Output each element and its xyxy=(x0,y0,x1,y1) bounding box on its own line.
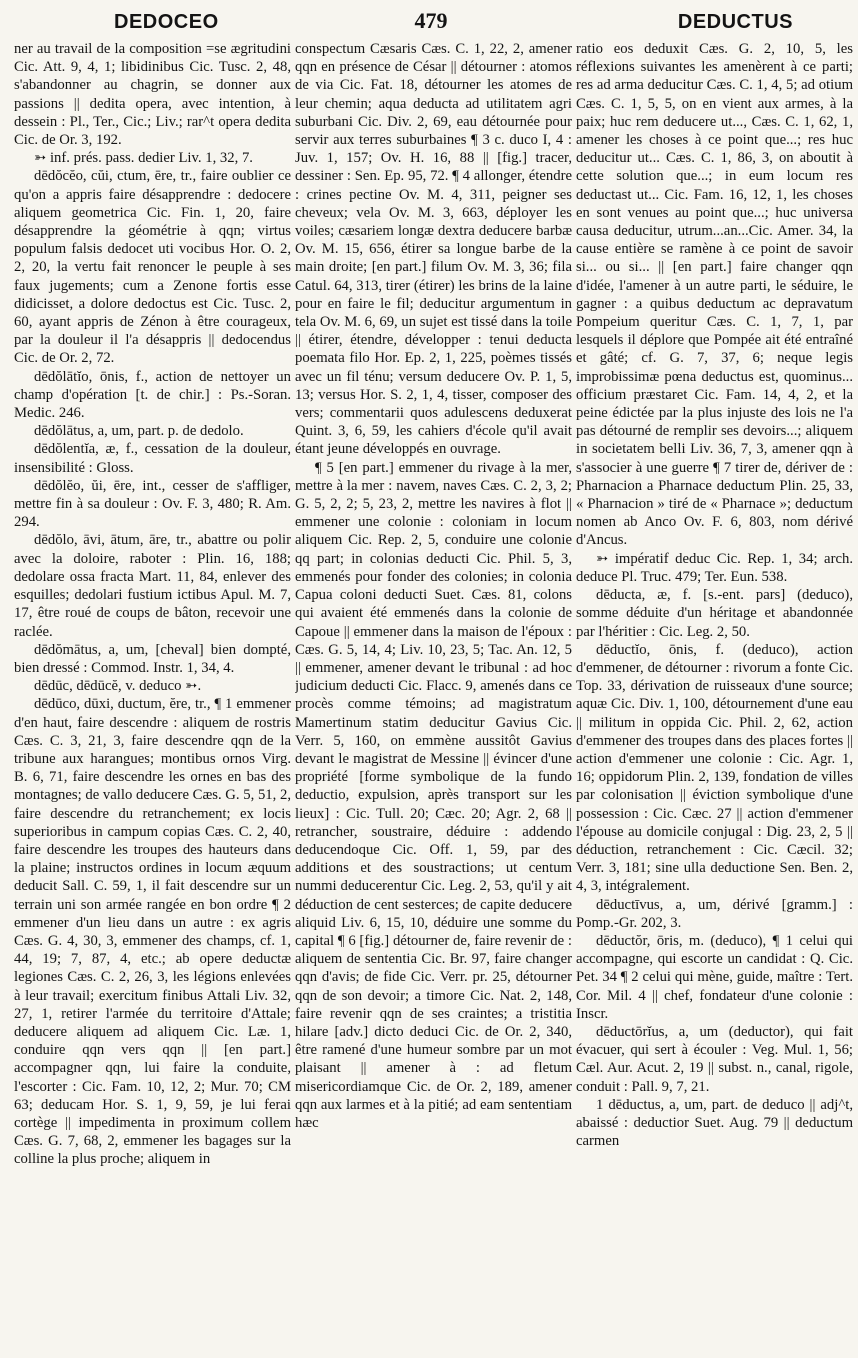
entry-dedolatio: dēdŏlātĭo, ōnis, f., action de nettoyer un champ d'opération [t. de chir.] : Ps.-Soran. Medic. 246. xyxy=(14,368,291,422)
guide-word-right: DEDUCTUS xyxy=(677,11,793,33)
page-number: 479 xyxy=(414,8,448,33)
entry-deduco-sense-5: ¶ 5 [en part.] emmener du rivage à la mer, mettre à la mer : navem, naves Cæs. C. 2, 3, 2; G. 5, 2, 2; 5, 23, 2, mettre les navires à flot || emmener une colonie : coloniam in locum aliquem Cic. Rep. 2, 5, conduire une colonie qq part; in colonias deducti Cic. Phil. 5, 3, emmenés pour fonder des colonies; in colonia Capua coloni deducti Suet. Cæs. 81, colons qui avaient été emmenés dans la colonie de Capoue || emmener dans la maison de l'époux : Cæs. G. 5, 14, 4; Liv. 10, 23, 5; Tac. An. 12, 5 || emmener, amener devant le tribunal : ad hoc judicium deducti Cic. Flacc. 9, amenés dans ce procès comme témoins; ad magistratum Mamertinum statim deducitur Gavius Cic. Verr. 5, 160, on emmène aussitôt Gavius devant le magistrat de Messine || évincer d'une propriété [forme symbolique de la fundo deductio, expulsion, après transport sur les lieux] : Cic. Tull. 20; Cæc. 20; Agr. 2, 68 || retrancher, soustraire, déduire : addendo deducendoque Cic. Off. 1, 59, par des additions et des soustractions; ut centum nummi deducerentur Cic. Leg. 2, 53, qu'il y ait déduction de cent sesterces; de capite deducere aliquid Liv. 6, 15, 10, déduire une somme du capital ¶ 6 [fig.] détourner de, faire revenir de : aliquem de sententia Cic. Br. 97, faire changer qqn d'avis; de fide Cic. Verr. pr. 25, détourner qqn de son devoir; a timore Cic. Nat. 2, 148, faire revenir qqn de ses craintes; a tristitia hilare [adv.] dicto deduci Cic. de Or. 2, 340, être ramené d'une humeur sombre par un mot plaisant || amener à : ad fletum misericordiamque Cic. de Or. 2, 189, amener qqn aux larmes et à la pitié; ad eam sententiam hæc xyxy=(295,459,572,1131)
entry-deductio: dēductĭo, ōnis, f. (deduco), action d'emmener, de détourner : rivorum a fonte Cic. Top. 33, dérivation de ruisseaux d'une source; aquæ Cic. Div. 1, 100, détournement d'une eau || militum in oppida Cic. Phil. 2, 62, action d'emmener des troupes dans des places fortes || action d'emmener une colonie : Cic. Agr. 1, 16; oppidorum Plin. 2, 139, fondation de villes par colonisation || éviction symbolique d'une possession : Cic. Cæc. 27 || action d'emmener l'épouse au domicile conjugal : Dig. 23, 2, 5 || déduction, retranchement : Cic. Cæcil. 32; Verr. 3, 181; sine ulla deductione Sen. Ben. 2, 4, 3, intégralement. xyxy=(576,641,853,895)
entry-deductor: dēductŏr, ōris, m. (deduco), ¶ 1 celui qui accompagne, qui escorte un candidat : Q. Cic. Pet. 34 ¶ 2 celui qui mène, guide, maître : Tert. Cor. Mil. 4 || chef, fondateur d'une colonie : Inscr. xyxy=(576,932,853,1022)
entry-dedomatus: dēdŏmātus, a, um, [cheval] bien dompté, bien dressé : Commod. Instr. 1, 34, 4. xyxy=(14,641,291,676)
text-columns xyxy=(14,40,853,1358)
entry-note: ➳ impératif deduc Cic. Rep. 1, 34; arch. deduce Pl. Truc. 479; Ter. Eun. 538. xyxy=(576,550,853,585)
entry-deductus: 1 dēductus, a, um, part. de deduco || adj^t, abaissé : deductior Suet. Aug. 79 || deductum carmen xyxy=(576,1096,853,1150)
guide-word-left: DEDOCEO xyxy=(114,11,219,33)
entry-continuation: ratio eos deduxit Cæs. G. 2, 10, 5, les réflexions suivantes les amenèrent à ce parti; res ad arma deducitur Cæs. C. 1, 4, 5; ad otium Cæs. C. 1, 5, 5, on en vient aux armes, à la paix; huc rem deducere ut..., Cæs. C. 1, 62, 1, amener les choses à ce point que...; res huc deducitur ut... Cæs. C. 1, 86, 3, on aboutit à cette solution que...; in eum locum res deductast ut... Cic. Fam. 16, 12, 1, les choses en sont venues au point que...; huc universa causa deducitur, utrum...an...Cic. Amer. 34, la cause entière se ramène à ce point de savoir si... ou si... || [en part.] faire changer qqn d'idée, l'amener à un autre parti, le séduire, le gagner : a quibus deductum ac depravatum Pompeium queritur Cæs. C. 1, 7, 1, par lesquels il déplore que Pompée ait été entraîné et gâté; cf. G. 7, 37, 6; neque legis improbissimæ pœna deductus est, quominus... officium præstaret Cic. Fam. 14, 4, 2, et la peine édictée par la plus injuste des lois ne l'a pas détourné de remplir ses devoirs...; aliquem in societatem belli Liv. 36, 7, 3, amener qqn à s'associer à une guerre ¶ 7 tirer de, dériver de : Pharnacion a Pharnace deductum Plin. 25, 33, « Pharnacion » tiré de « Pharnace »; deductum nomen ab Anco Ov. F. 6, 803, nom dérivé d'Ancus. xyxy=(576,41,853,549)
entry-continuation: conspectum Cæsaris Cæs. C. 1, 22, 2, amener qqn en présence de César || détourner : atomos de via Cic. Fat. 18, détourner les atomes de leur chemin; aqua deducta ad utilitatem agri suburbani Cic. Div. 2, 69, eau détournée pour servir aux terres suburbaines ¶ 3 c. duco I, 4 : Juv. 1, 157; Ov. H. 16, 88 || [fig.] tracer, dessiner : Sen. Ep. 95, 72. ¶ 4 allonger, étendre : crines pectine Ov. M. 4, 311, peigner ses cheveux; vela Ov. M. 3, 663, déployer les voiles; cæsariem longæ dextra deducere barbæ Ov. M. 15, 656, étirer sa longue barbe de la main droite; [en part.] filum Ov. M. 3, 36; fila Catul. 64, 313, tirer (étirer) les brins de la laine pour en faire le fil; deducitur argumentum in tela Ov. M. 6, 69, un sujet est tissé dans la toile || étirer, étendre, développer : tenui deducta poemata filo Hor. Ep. 2, 1, 225, poèmes tissés avec un fil ténu; versum deducere Ov. P. 1, 5, 13; versus Hor. S. 2, 1, 4, tisser, composer des vers; commentarii quos adulescens deduxerat Quint. 3, 6, 59, les cahiers d'école qu'il avait étant jeune développés en ouvrage. xyxy=(295,41,572,458)
entry-dedoceo: dēdŏcĕo, cŭi, ctum, ēre, tr., faire oublier ce qu'on a appris faire désapprendre : dedocere aliquem geometrica Cic. Fin. 1, 20, faire désapprendre la géométrie à qqn; virtus populum falsis dedocet uti vocibus Hor. O. 2, 2, 20, la vertu fait renoncer le peuple à ses faux jugements; cum a Zenone fortis esse didicisset, a dolore dedoctus est Cic. Tusc. 2, 60, ayant appris de Zénon à être courageux, par la douleur il l'a désappris || dedocendus Cic. de Or. 2, 72. xyxy=(14,168,291,367)
entry-continuation: ner au travail de la composition =se ægritudini Cic. Att. 9, 4, 1; libidinibus Cic. Tusc. 2, 48, s'abandonner au chagrin, se donner aux passions || dedita opera, avec intention, à dessein : Pl., Ter., Cic.; Liv.; rar^t opera dedita Cic. de Or. 3, 192. xyxy=(14,41,291,149)
column-1 xyxy=(14,40,291,1358)
entry-deductorius: dēductōrĭus, a, um (deductor), qui fait évacuer, qui sert à écouler : Veg. Mul. 1, 56; Cæl. Aur. Acut. 2, 19 || subst. n., canal, rigole, conduit : Pall. 9, 7, 21. xyxy=(576,1023,853,1095)
entry-deducta: dēducta, æ, f. [s.-ent. pars] (deduco), somme déduite d'un héritage et abandonnée par l'héritier : Cic. Leg. 2, 50. xyxy=(576,587,853,640)
running-head xyxy=(14,8,848,34)
entry-dedolatus: dēdŏlātus, a, um, part. p. de dedolo. xyxy=(34,423,244,440)
entry-note: ➳ inf. prés. pass. dedier Liv. 1, 32, 7. xyxy=(34,150,253,167)
entry-dedolo: dēdŏlo, āvi, ātum, āre, tr., abattre ou polir avec la doloire, raboter : Plin. 16, 188; dedolare ossa fracta Mart. 11, 84, enlever des esquilles; dedolari fustium ictibus Apul. M. 7, 17, être roué de coups de bâton, recevoir une raclée. xyxy=(14,532,291,640)
column-2 xyxy=(295,40,572,1358)
entry-deduco: dēdūco, dūxi, ductum, ĕre, tr., ¶ 1 emmener d'en haut, faire descendre : aliquem de rostris Cæs. C. 3, 21, 3, faire descendre qqn de la tribune aux harangues; montibus ornos Virg. B. 6, 71, faire descendre les ornes en bas des montagnes; de vallo deducere Cæs. G. 5, 51, 2, faire descendre du retranchement; ex locis superioribus in campum copias Cæs. C. 2, 40, faire descendre les troupes des hauteurs dans la plaine; instructos ordines in locum æquum deducit Sall. C. 59, 1, il fait descendre sur un terrain uni son armée rangée en bon ordre ¶ 2 emmener d'un lieu dans un autre : ex agris Cæs. G. 4, 30, 3, emmener des champs, cf. 1, 44, 19; 7, 87, 4, etc.; ab opere deductæ legiones Cæs. C. 2, 26, 3, les légions enlevées à leur travail; exercitum finibus Attali Liv. 32, 27, 1, retirer l'armée du territoire d'Attale; deducere aliquem ad aliquem Cic. Læ. 1, conduire qqn vers qqn || [en part.] accompagner qqn, lui faire la conduite, l'escorter : Cic. Fam. 10, 12, 2; Mur. 70; CM 63; deducam Hor. S. 1, 9, 59, je lui ferai cortège || impedimenta in proximum collem Cæs. G. 7, 68, 2, emmener les bagages sur la colline la plus proche; aliquem in xyxy=(14,696,291,1168)
entry-deduc: dēdūc, dēdūcĕ, v. deduco ➳. xyxy=(34,678,202,695)
column-3 xyxy=(576,40,853,1358)
entry-dedoleo: dēdŏlĕo, ŭi, ēre, int., cesser de s'affliger, mettre fin à sa douleur : Ov. F. 3, 480; R. Am. 294. xyxy=(14,477,291,531)
entry-dedolentia: dēdŏlentĭa, æ, f., cessation de la douleur, insensibilité : Gloss. xyxy=(14,441,291,476)
entry-deductivus: dēductīvus, a, um, dérivé [gramm.] : Pomp.-Gr. 202, 3. xyxy=(576,896,853,931)
